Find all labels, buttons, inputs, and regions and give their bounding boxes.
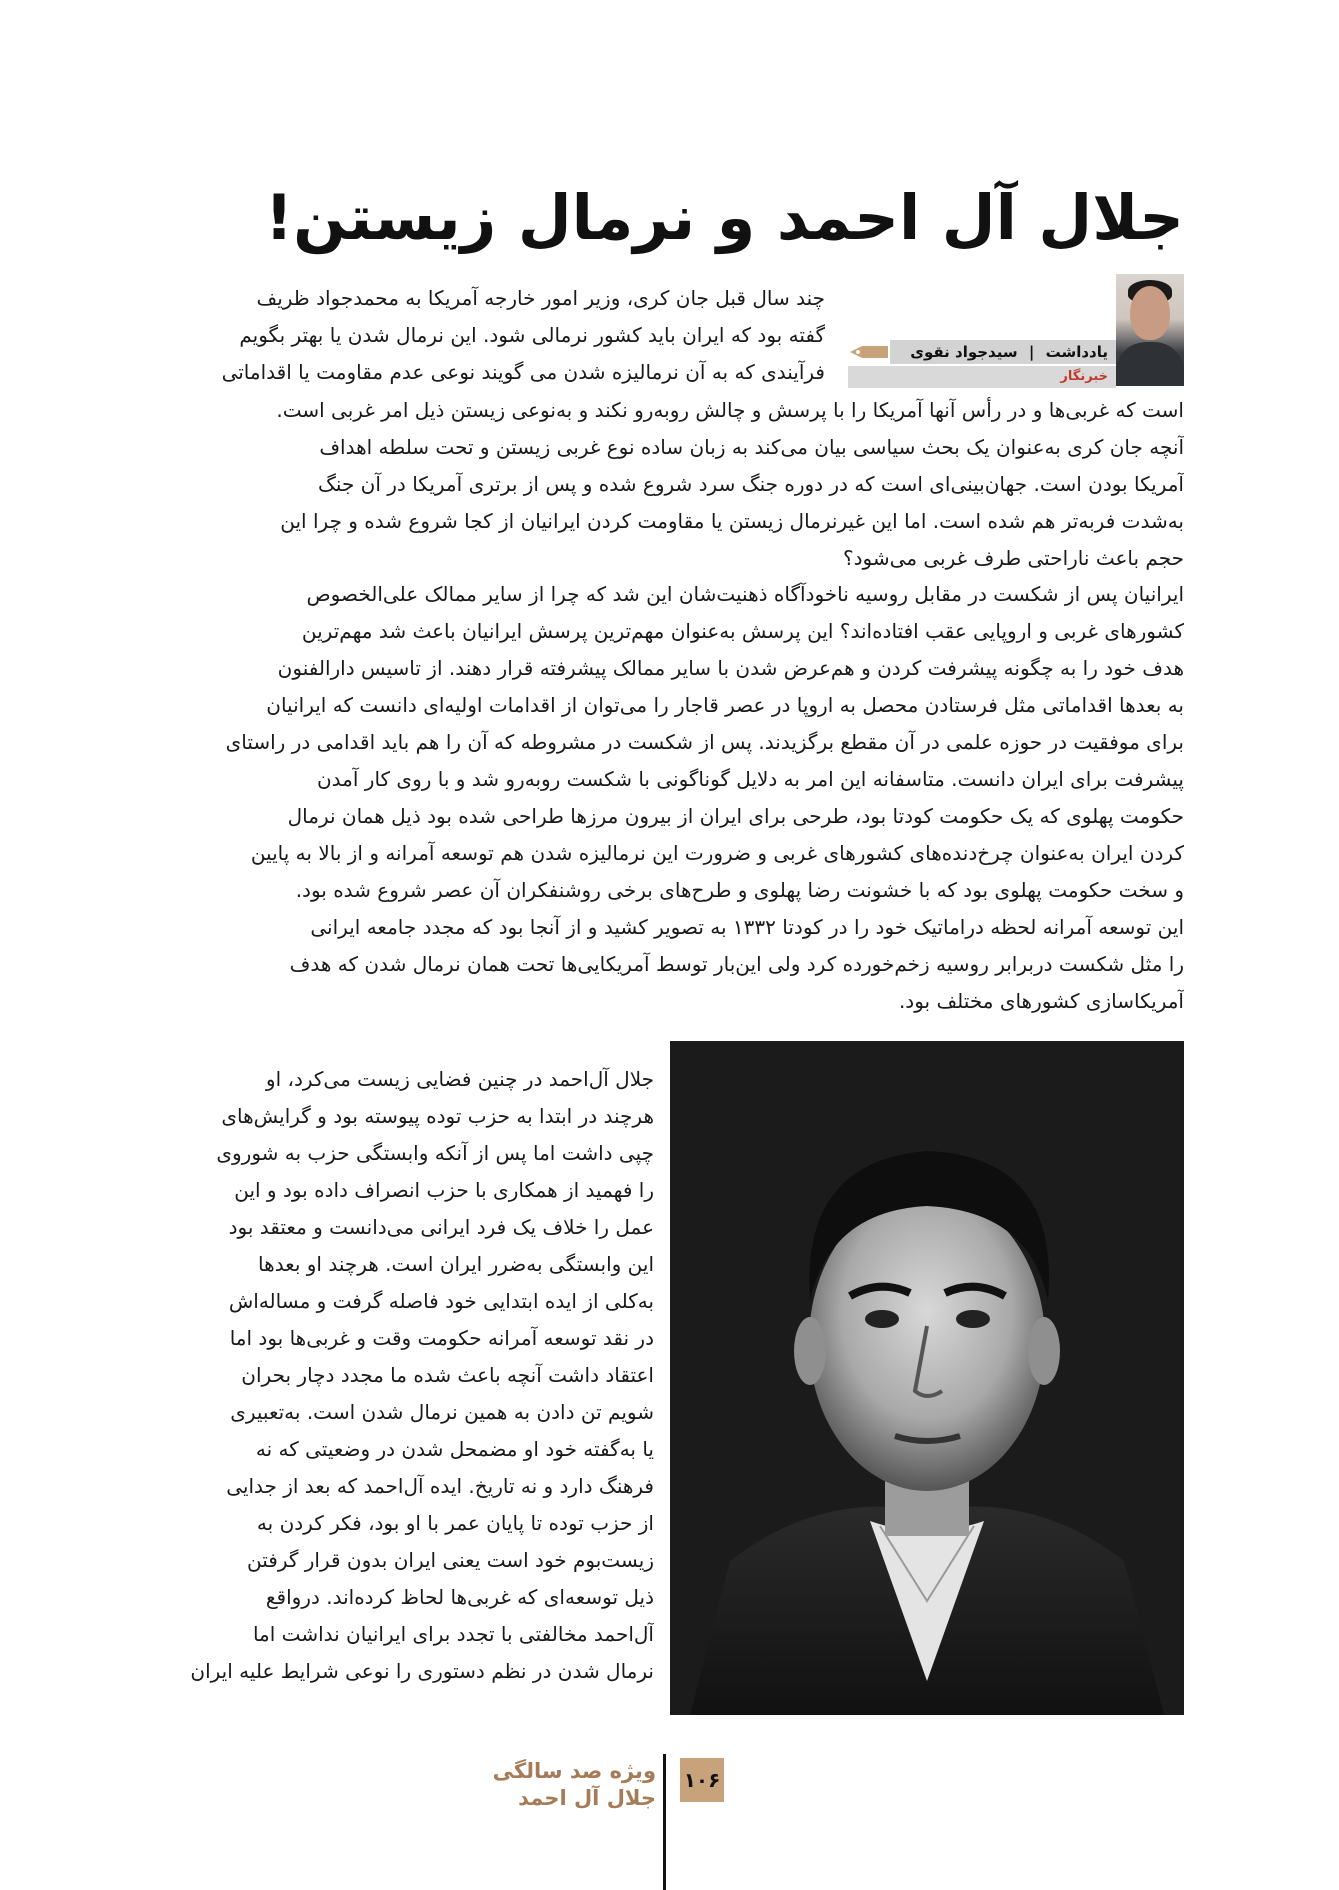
text-line: کردن ایران به‌عنوان چرخ‌دنده‌های کشورهای غربی و ضرورت این نرمالیزه شدن هم توسعه آمرانه و از بالا به پایین: [250, 841, 1184, 865]
text-line: اعتقاد داشت آنچه باعث شده ما مجدد دچار بحران: [241, 1363, 654, 1387]
text-line: به بعدها اقداماتی مثل فرستادن محصل به اروپا در عصر قاجار را می‌توان از اقدامات اولیه‌ای دانست که ایرانیان: [266, 693, 1184, 717]
text-line: زیست‌بوم خود است یعنی ایران بدون قرار گرفتن: [247, 1548, 654, 1572]
byline-author-name: سیدجواد نقوی: [910, 343, 1018, 361]
text-line: جلال آل‌احمد در چنین فضایی زیست می‌کرد، او: [265, 1067, 654, 1091]
author-photo: [1116, 274, 1184, 386]
portrait-photo: [670, 1041, 1184, 1715]
byline-separator: |: [1028, 343, 1035, 361]
issue-label: [490, 1758, 656, 1812]
text-line: را فهمید از همکاری با حزب انصراف داده بود و این: [234, 1178, 654, 1202]
text-line: هدف خود را به چگونه پیشرفت کردن و هم‌عرض شدن با سایر ممالک پیشرفته قرار دهند. از تاسیس دارالفنون: [277, 656, 1184, 680]
text-line: در نقد توسعه آمرانه حکومت وقت و غربی‌ها بود اما: [229, 1326, 654, 1350]
text-line: آل‌احمد مخالفتی با تجدد برای ایرانیان نداشت اما: [252, 1622, 654, 1646]
text-line: به‌شدت فربه‌تر هم شده است. اما این غیرنرمال زیستن یا مقاومت کردن ایرانیان از کجا شروع شده و چرا این: [280, 509, 1184, 533]
text-line: این توسعه آمرانه لحظه دراماتیک خود را در کودتا ۱۳۳۲ به تصویر کشید و از آنجا بود که مجدد جامعه ایرانی: [310, 915, 1184, 939]
body-paragraph-2: [160, 576, 1184, 1020]
author-byline: [890, 340, 1116, 364]
text-line: از حزب توده تا پایان عمر با او بود، فکر کردن به: [256, 1511, 654, 1535]
pen-nib-icon: [848, 344, 888, 360]
text-line: را مثل شکست دربرابر روسیه زخم‌خورده کرد ولی این‌بار توسط آمریکایی‌ها تحت همان نرمال شدن که هدف: [289, 952, 1184, 976]
article-title: جلال آل احمد و نرمال زیستن!: [264, 181, 1184, 254]
body-paragraph-3: [160, 1061, 654, 1690]
page-number: ۱۰۶: [680, 1758, 724, 1802]
text-line: و سخت حکومت پهلوی بود که با خشونت رضا پهلوی و طرح‌های برخی روشنفکران آن عصر شروع شده بود.: [295, 878, 1184, 902]
text-line: ایرانیان پس از شکست در مقابل روسیه ناخودآگاه ذهنیت‌شان این شد که چرا از سایر ممالک علی‌الخصوص: [306, 582, 1184, 606]
text-line: برای موفقیت در حوزه علمی در آن مقطع برگزیدند. پس از شکست در مشروطه که آن را هم باید اقدامی در راستای: [225, 730, 1184, 754]
byline-role: خبرنگار: [848, 366, 1116, 388]
text-line: چپی داشت اما پس از آنکه وابستگی حزب به شوروی: [216, 1141, 654, 1165]
text-line: آمریکا بودن است. جهان‌بینی‌ای است که در دوره جنگ سرد شروع شده و پس از برتری آمریکا در آن جنگ: [318, 472, 1184, 496]
text-line: آمریکاسازی کشورهای مختلف بود.: [898, 989, 1184, 1013]
text-line: فرآیندی که به آن نرمالیزه شدن می گویند نوعی عدم مقاومت یا اقداماتی: [221, 360, 825, 384]
text-line: چند سال قبل جان کری، وزیر امور خارجه آمریکا به محمدجواد ظریف: [256, 286, 825, 310]
text-line: یا به‌گفته خود او مضمحل شدن در وضعیتی که نه: [255, 1437, 654, 1461]
text-line: آنچه جان کری به‌عنوان یک بحث سیاسی بیان می‌کند به زبان ساده نوع غربی زیستن و تحت سلطه اهداف: [319, 435, 1184, 459]
text-line: حجم باعث ناراحتی طرف غربی می‌شود؟: [843, 546, 1184, 570]
text-line: ذیل توسعه‌ای که غربی‌ها لحاظ کرده‌اند. درواقع: [265, 1585, 654, 1609]
text-line: گفته بود که ایران باید کشور نرمالی شود. این نرمال شدن یا بهتر بگویم: [239, 323, 825, 347]
intro-paragraph: [160, 280, 825, 391]
text-line: است که غربی‌ها و در رأس آنها آمریکا را با پرسش و چالش روبه‌رو نکند و به‌نوعی زیستن ذیل امر غربی است.: [276, 398, 1184, 422]
text-line: نرمال شدن در نظم دستوری را نوعی شرایط علیه ایران: [190, 1659, 654, 1683]
text-line: کشورهای غربی و اروپایی عقب افتاده‌اند؟ این پرسش به‌عنوان مهم‌ترین پرسش ایرانیان باعث شد مهم‌ترین: [301, 619, 1184, 643]
body-paragraph-1: [160, 392, 1184, 577]
text-line: عمل را خلاف یک فرد ایرانی می‌دانست و معتقد بود: [228, 1215, 654, 1239]
text-line: فرهنگ دارد و نه تاریخ. ایده آل‌احمد که بعد از جدایی: [226, 1474, 654, 1498]
text-line: پیشرفت برای ایران دانست. متاسفانه این امر به دلایل گوناگونی با شکست روبه‌رو شد و با روی کار آمدن: [316, 767, 1184, 791]
text-line: شویم تن دادن به همین نرمال شدن است. به‌تعبیری: [230, 1400, 654, 1424]
text-line: این وابستگی به‌ضرر ایران است. هرچند او بعدها: [258, 1252, 654, 1276]
issue-label-line: جلال آل احمد: [518, 1786, 656, 1810]
text-line: هرچند در ابتدا به حزب توده پیوسته بود و گرایش‌های: [221, 1104, 654, 1128]
issue-label-line: ویژه صد سالگی: [492, 1759, 656, 1783]
text-line: حکومت پهلوی که یک حکومت کودتا بود، طرحی برای ایران از بیرون مرزها طراحی شده بود ذیل همان نرمال: [287, 804, 1184, 828]
byline-section: یادداشت: [1045, 343, 1108, 361]
footer-divider: [663, 1754, 666, 1890]
text-line: به‌کلی از ایده ابتدایی خود فاصله گرفت و مساله‌اش: [228, 1289, 654, 1313]
